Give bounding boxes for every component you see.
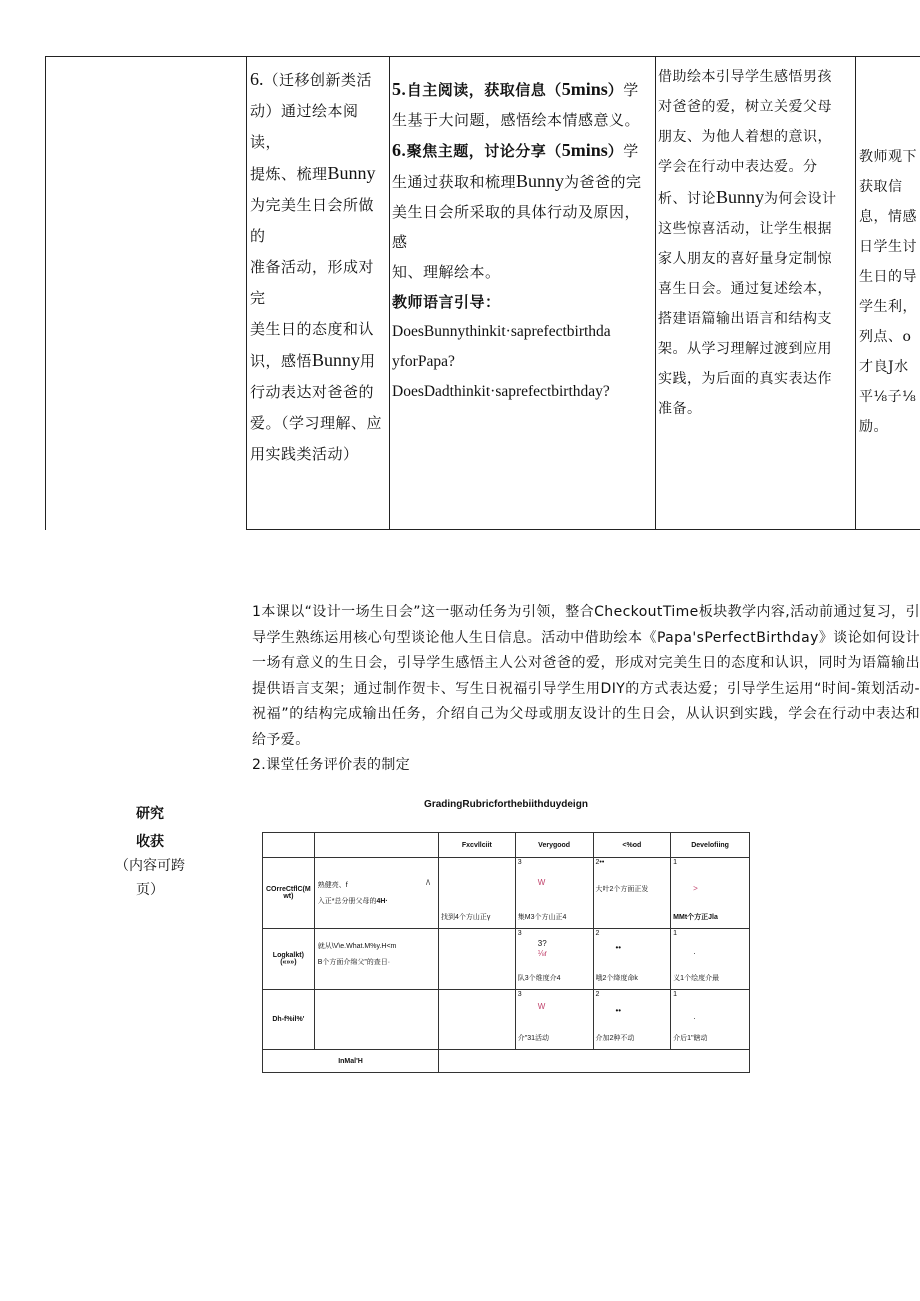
evaluation-text: 教师观下: [859, 149, 917, 165]
rubric-mark: ••: [615, 1006, 622, 1015]
activity-number: 6.: [250, 69, 264, 89]
activity-text: 识，感悟: [250, 352, 313, 370]
intent-text: 准备。: [658, 401, 702, 417]
activity-text: 准备活动，形成对完: [250, 258, 375, 307]
table-col-divider: [389, 56, 390, 530]
activity-text: 美生日的态度和认: [250, 320, 375, 338]
step-duration: 5mins: [561, 140, 608, 160]
rubric-desc-text: 就从\V\e.What.M%y.H<m: [317, 943, 397, 950]
research-note-text: （内容可跨: [115, 858, 185, 874]
step-title: ）: [607, 81, 624, 99]
rubric-cell-text: 队3个维度介4: [517, 975, 561, 982]
rubric-score: 1: [673, 930, 678, 937]
rubric-cell: [515, 858, 593, 929]
evaluation-text: 才良J水: [859, 359, 909, 375]
rubric-score: 2••: [595, 859, 605, 866]
intent-cell: [658, 62, 855, 424]
rubric-description: [314, 990, 438, 1050]
research-note-text: 页）: [136, 882, 164, 898]
rubric-criterion: Dh-f%il%': [263, 990, 315, 1050]
rubric-table: [262, 832, 750, 1073]
rubric-header-empty: [314, 833, 438, 858]
rubric-footer: InMal'H: [263, 1050, 439, 1073]
rubric-cell: [515, 929, 593, 990]
rubric-header: Develofiing: [671, 833, 750, 858]
rubric-mark: ·: [693, 1014, 696, 1023]
rubric-footer-cell: [439, 1050, 750, 1073]
evaluation-text: 获取信: [859, 179, 903, 195]
rubric-desc-text: 4H·: [376, 898, 388, 905]
rubric-desc-text: 熟健亮、f: [317, 882, 348, 889]
rubric-header-empty: [263, 833, 315, 858]
rubric-mark: W: [537, 878, 546, 887]
intent-text: 实践，为后面的真实表达作: [658, 371, 832, 387]
rubric-cell-text: 集M3个方山正4: [517, 914, 567, 921]
intent-text: 这些惊喜活动，让学生根据: [658, 221, 832, 237]
activity-text: 为完美生日会所做的: [250, 196, 375, 245]
step-text: 为爸爸的完: [564, 173, 642, 191]
table-bottom-border: [246, 529, 920, 530]
evaluation-text: 列点、o: [859, 329, 912, 345]
step-text: 学: [623, 81, 639, 99]
intent-text: Bunny: [716, 187, 765, 207]
rubric-title: GradingRubricforthebiithduydeign: [424, 799, 588, 810]
research-paragraphs: [252, 600, 920, 779]
rubric-cell-text: 义1个绘度介最: [673, 975, 720, 982]
activity-text: 用实践类活动）: [250, 445, 359, 463]
rubric-cell-text: 介"31活动: [517, 1035, 550, 1042]
table-col-divider: [655, 56, 656, 530]
step-text: 知、理解绘本。: [392, 263, 501, 281]
rubric-cell: [671, 929, 750, 990]
step-number: 6: [392, 140, 401, 160]
step-title: .自主阅读，获取信息（: [401, 81, 562, 99]
activity-text: 行动表达对爸爸的: [250, 383, 375, 401]
teacher-question: DoesDadthinkit·saprefectbirthday?: [392, 383, 610, 400]
rubric-score: 1: [673, 991, 678, 998]
rubric-description: [314, 858, 438, 929]
research-label: [110, 802, 190, 854]
rubric-desc-text: 入正*总分册父母的: [317, 898, 377, 905]
evaluation-text: 生日的导: [859, 269, 917, 285]
research-paragraph: 1本课以“设计一场生日会”这一驱动任务为引领，整合CheckoutTime板块教学内容,活动前通过复习，引导学生熟练运用核心句型谈论他人生日信息。活动中借助绘本《Papa'sPerfectBirthday》谈论如何设计一场有意义的生日会，引导学生感悟主人公对爸爸的爱，形成对完美生日的态度和认识，同时为语篇输出提供语言支架；通过制作贺卡、写生日祝福引导学生用DIY的方式表达爱；引导学生运用“时间-策划活动-祝福”的结构完成输出任务，介绍自己为父母或朋友设计的生日会，从认识到实践，学会在行动中表达和给予爱。: [252, 604, 920, 748]
table-row: [263, 1050, 750, 1073]
activity-text: 提炼、梳理: [250, 165, 328, 183]
teacher-question: yforPapa?: [392, 353, 455, 370]
rubric-description: [314, 929, 438, 990]
rubric-cell-text: 介加2种不动: [595, 1035, 635, 1042]
rubric-header: Fxcvllciit: [439, 833, 516, 858]
evaluation-cell: [859, 142, 920, 442]
rubric-mark: >: [693, 884, 698, 893]
table-left-border: [45, 56, 46, 530]
rubric-cell: [439, 929, 516, 990]
rubric-score: 3: [517, 930, 522, 937]
rubric-cell: [671, 990, 750, 1050]
rubric-header: Verygood: [515, 833, 593, 858]
intent-text: 对爸爸的爱，树立关爱父母: [658, 99, 832, 115]
intent-text: 朋友、为他人着想的意识，: [658, 129, 832, 145]
table-col-divider: [246, 56, 247, 530]
rubric-score: 2: [595, 991, 600, 998]
rubric-criterion: Logkalkt)(«»»): [263, 929, 315, 990]
rubric-mark: ••: [615, 943, 622, 952]
step-text: Bunny: [516, 171, 565, 191]
table-col-divider: [855, 56, 856, 530]
rubric-cell-text: 哦2个绛度命k: [595, 975, 638, 982]
intent-text: 家人朋友的喜好量身定制惊: [658, 251, 832, 267]
rubric-score: 3: [517, 859, 522, 866]
intent-text: 借助绘本引导学生感悟男孩: [658, 69, 832, 85]
step-text: 生基于大问题，感悟绘本情感意义。: [392, 111, 641, 129]
activity-text: 爱。（学习理解、应: [250, 414, 383, 432]
process-cell: [392, 74, 654, 407]
rubric-cell-text: 大叶2个方面正发: [595, 886, 649, 893]
rubric-cell: [439, 858, 516, 929]
rubric-cell: [515, 990, 593, 1050]
activity-text: Bunny: [312, 350, 361, 370]
evaluation-text: 日学生讨: [859, 239, 917, 255]
activity-text: Bunny: [327, 163, 376, 183]
rubric-cell-text: MMt个方正Jla: [673, 914, 718, 921]
rubric-cell: [671, 858, 750, 929]
evaluation-text: 息，情感: [859, 209, 917, 225]
activity-cell: [250, 64, 388, 470]
rubric-score: 2: [595, 930, 600, 937]
table-row: [263, 990, 750, 1050]
step-text: 学: [623, 142, 639, 160]
rubric-score: 3: [517, 991, 522, 998]
step-title: .聚焦主题，讨论分享（: [401, 142, 562, 160]
evaluation-text: 学生利，: [859, 299, 917, 315]
intent-text: 架。从学习理解过渡到应用: [658, 341, 832, 357]
activity-text: 用: [360, 352, 376, 370]
rubric-mark: 3?: [537, 939, 547, 948]
table-row: [263, 858, 750, 929]
rubric-mark: ·: [693, 949, 696, 958]
rubric-header: <%od: [593, 833, 671, 858]
rubric-cell: [593, 858, 671, 929]
step-number: 5: [392, 79, 401, 99]
intent-text: 搭建语篇输出语言和结构支: [658, 311, 832, 327]
rubric-mark: W: [537, 1002, 546, 1011]
research-label-text: 收获: [136, 834, 164, 850]
rubric-mark: ⅛r: [537, 949, 548, 958]
rubric-criterion: COrreCtflC(M wt): [263, 858, 315, 929]
rubric-cell-text: 找到4个方山正γ: [441, 914, 491, 921]
step-title: ）: [607, 142, 624, 160]
intent-text: 学会在行动中表达爱。分: [658, 159, 818, 175]
evaluation-text: 励。: [859, 419, 888, 435]
teacher-guide-label: 教师语言引导：: [392, 293, 501, 311]
research-note: [110, 854, 190, 902]
rubric-cell: [593, 929, 671, 990]
intent-text: 为何会设计: [764, 191, 837, 207]
activity-text: （迁移创新类活: [263, 71, 373, 89]
rubric-cell: [593, 990, 671, 1050]
rubric-score: 1: [673, 859, 678, 866]
step-text: 美生日会所采取的具体行动及原因，感: [392, 203, 641, 251]
teacher-question: DoesBunnythinkit·saprefectbirthda: [392, 323, 611, 340]
table-row: [263, 929, 750, 990]
intent-text: 喜生日会。通过复述绘本，: [658, 281, 832, 297]
step-text: 生通过获取和梳理: [392, 173, 517, 191]
research-label-text: 研究: [136, 806, 164, 822]
research-paragraph: 2.课堂任务评价表的制定: [252, 757, 411, 773]
rubric-desc-text: /\: [426, 880, 430, 887]
activity-text: 动）通过绘本阅读，: [250, 102, 359, 151]
rubric-cell-text: 介后1"瞎动: [673, 1035, 708, 1042]
rubric-desc-text: B个方面介绵父”的查日·: [317, 959, 391, 966]
intent-text: 析、讨论: [658, 191, 716, 207]
table-top-border: [45, 56, 920, 57]
evaluation-text: 平⅛子⅛: [859, 389, 917, 405]
rubric-cell: [439, 990, 516, 1050]
step-duration: 5mins: [561, 79, 608, 99]
